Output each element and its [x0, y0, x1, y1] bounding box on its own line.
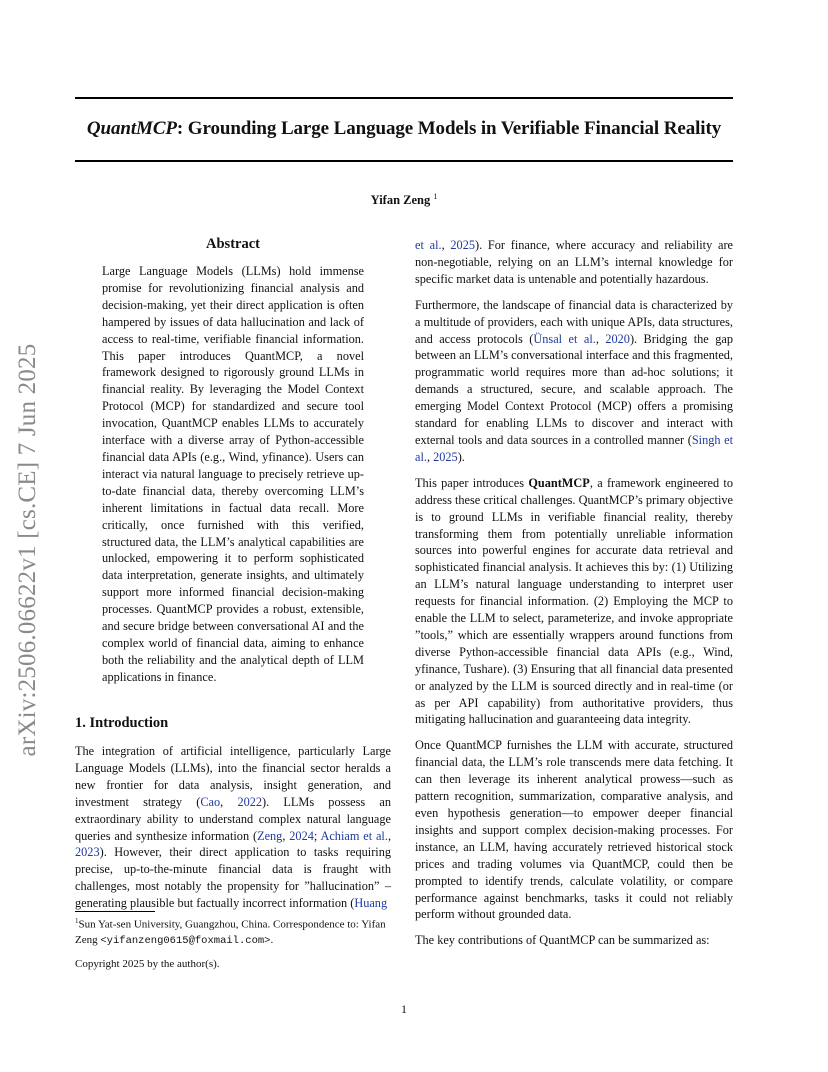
- text-run: Furthermore, the landscape of financial data is characterized by a multitude of providers, each with unique APIs, data structures, and access protocols (: [415, 297, 733, 346]
- citation-link[interactable]: et al.: [415, 238, 442, 252]
- title-rest: : Grounding Large Language Models in Verifiable Financial Reality: [176, 118, 722, 139]
- intro-paragraph-3: [415, 475, 733, 729]
- footnote-end: .: [270, 933, 274, 946]
- text-run: ). Bridging the gap between an LLM’s conversational interface and this fragmented, programmatic world requires more than ad-hoc solutions; it demands a structured, secure, and scalable approach. The emerging Model Context Protocol (MCP) offers a promising standard for enabling LLMs to discover and interact with external tools and data sources in a controlled manner (: [415, 331, 733, 447]
- framework-name: QuantMCP: [528, 475, 590, 490]
- abstract-text: Large Language Models (LLMs) hold immense promise for revolutionizing financial analysis and decision-making, yet their direct application is often hampered by issues of data hallucination and lack of access to real-time, verifiable financial information. This paper introduces QuantMCP, a novel framework designed to rigorously ground LLMs in financial reality. By leveraging the Model Context Protocol (MCP) for standardized and secure tool invocation, QuantMCP enables LLMs to accurately interface with a diverse array of Python-accessible financial data APIs (e.g., Wind, yfinance). Users can interact via natural language to precisely retrieve up-to-date financial data, thereby overcoming LLM’s inherent limitations in factual data recall. More critically, once furnished with this verified, structured data, the LLM’s analytical capabilities are unlocked, empowering it to perform sophisticated data interpretation, generate insights, and ultimately support more informed financial decision-making processes. QuantMCP provides a robust, extensible, and secure bridge between conversational AI and the complex world of financial data, aiming to enhance both the reliability and the analytical depth of LLM applications in finance.: [102, 264, 364, 684]
- left-column: [75, 743, 391, 921]
- citation-link[interactable]: 2022: [237, 794, 263, 809]
- right-column: [415, 237, 733, 958]
- title-bottom-rule: [75, 160, 733, 162]
- text-run: ,: [441, 238, 451, 252]
- title-top-rule: [75, 97, 733, 99]
- text-run: ,: [387, 828, 392, 843]
- citation-link[interactable]: Singh et al.: [415, 432, 733, 464]
- intro-paragraph-1-continued: [415, 237, 733, 288]
- text-run: ;: [313, 828, 321, 843]
- title-italic-part: QuantMCP: [86, 118, 177, 139]
- author-affiliation-mark: 1: [433, 192, 438, 201]
- footnote: [75, 914, 391, 949]
- citation-link[interactable]: 2020: [605, 331, 630, 346]
- copyright-notice: Copyright 2025 by the author(s).: [75, 958, 220, 970]
- arxiv-id: arXiv:2506.06622v1 [cs.CE] 7 Jun 2025: [14, 343, 41, 757]
- intro-paragraph-1: [75, 743, 391, 912]
- author-name: Yifan Zeng: [370, 193, 431, 208]
- citation-link[interactable]: Cao: [200, 794, 221, 809]
- text-run: ). However, their direct application to tasks requiring precise, up-to-the-minute financial data is fraught with challenges, most notably the propensity for ”hallucination” – generating plausible but factually incorrect information (: [75, 845, 391, 911]
- text-run: ,: [426, 449, 434, 464]
- text-run: ,: [595, 331, 606, 346]
- footnote-text: Sun Yat-sen University, Guangzhou, China. Correspondence to: Yifan Zeng: [75, 918, 386, 946]
- author-line: [0, 192, 808, 208]
- intro-paragraph-4: Once QuantMCP furnishes the LLM with accurate, structured financial data, the LLM’s role transcends mere data fetching. It can then leverage its inherent analytical prowess—such as pattern recognition, summarization, comparative analysis, and even hypothesis generation—to empower deeper financial insights and support complex decision-making processes. For instance, an LLM, having accurately retrieved historical stock prices and trading volumes via QuantMCP, could then be prompted to identify trends, calculate volatility, or compare performance against benchmarks, tasks it could not reliably perform without grounded data.: [415, 738, 733, 922]
- text-run: The integration of artificial intelligence, particularly Large Language Models (LLMs), into the financial sector heralds a new frontier for data analysis, insight generation, and investment strategy (: [75, 744, 391, 809]
- citation-link[interactable]: Zeng: [257, 828, 283, 843]
- citation-link[interactable]: Achiam et al.: [320, 828, 388, 843]
- text-run: , a framework engineered to address these critical challenges. QuantMCP’s primary objective is to ground LLMs in verifiable financial reality, thereby transforming them from potentially unreliable information sources into powerful engines for accurate data retrieval and sophisticated financial analysis. It achieves this by: (1) Utilizing an LLM’s natural language understanding to interpret user requests for financial information. (2) Employing the MCP to enable the LLM to select, parameterize, and invoke appropriate ”tools,” which are essentially wrappers around functions from diverse Python-accessible financial data APIs (e.g., Wind, yfinance, Tushare). (3) Ensuring that all financial data presented or analyzed by the LLM is sourced directly and in real-time (or as per API capability) from authoritative providers, thus mitigating hallucination and guaranteeing data integrity.: [415, 475, 733, 727]
- footnote-email[interactable]: <yifanzeng0615@foxmail.com>: [100, 934, 271, 947]
- text-run: ,: [220, 794, 238, 809]
- text-run: ). For finance, where accuracy and reliability are non-negotiable, relying on an LLM’s internal knowledge for specific market data is untenable and potentially hazardous.: [415, 238, 733, 286]
- paper-title: [75, 118, 733, 140]
- intro-paragraph-5: The key contributions of QuantMCP can be summarized as:: [415, 933, 710, 948]
- text-run: ). LLMs possess an extraordinary ability to understand complex natural language queries and synthesize information (: [75, 794, 391, 843]
- footnote-mark: 1: [75, 917, 79, 925]
- citation-link[interactable]: 2025: [433, 449, 458, 464]
- abstract-heading: Abstract: [206, 236, 260, 252]
- citation-link[interactable]: Ünsal et al.: [533, 331, 596, 346]
- intro-paragraph-2: [415, 297, 733, 466]
- footnote-rule: [75, 911, 155, 912]
- text-run: This paper introduces: [415, 475, 529, 490]
- text-run: ).: [457, 449, 465, 464]
- arxiv-stamp: [8, 310, 48, 790]
- citation-link[interactable]: Huang: [354, 896, 388, 911]
- section-heading-introduction: 1. Introduction: [75, 715, 169, 731]
- citation-link[interactable]: 2023: [75, 845, 100, 860]
- citation-link[interactable]: 2025: [450, 238, 475, 252]
- citation-link[interactable]: 2024: [289, 828, 314, 843]
- text-run: ,: [282, 828, 290, 843]
- page-number: 1: [401, 1002, 407, 1016]
